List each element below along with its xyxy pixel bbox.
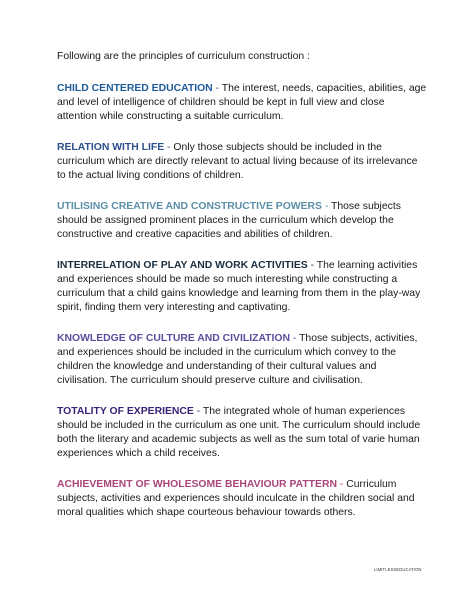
principle-separator: - [193, 406, 203, 417]
principle-separator: - [164, 142, 174, 153]
principle-paragraph [57, 478, 427, 520]
principle-paragraph [57, 82, 427, 124]
principle-body: The integrated whole of human experiences should be included in the curriculum as one unit. The curriculum should include both the literary and academic subjects as well as the sum total of varie human experiences which a child receives. [57, 406, 421, 459]
principle-paragraph [57, 332, 427, 388]
intro-text: Following are the principles of curriculum construction : [57, 51, 310, 62]
document-body [57, 50, 427, 537]
principle-heading: ACHIEVEMENT OF WHOLESOME BEHAVIOUR PATTERN [57, 479, 337, 490]
principle-separator: - [336, 479, 347, 490]
principle-paragraph [57, 200, 427, 242]
principle-separator: - [290, 333, 300, 344]
principle-heading: UTILISING CREATIVE AND CONSTRUCTIVE POWERS [57, 201, 322, 212]
principle-body: Those subjects should be assigned prominent places in the curriculum which develop the constructive and creative capacities and abilities of children. [57, 201, 401, 240]
principle-heading: INTERRELATION OF PLAY AND WORK ACTIVITIES [57, 260, 308, 271]
principle-paragraph [57, 405, 427, 461]
principle-body: Those subjects, activities, and experiences should be included in the curriculum which convey to the children the knowledge and understanding of their cultural values and civilisation. The curriculum should preserve culture and civilisation. [57, 333, 418, 386]
principle-heading: RELATION WITH LIFE [57, 142, 165, 153]
principle-body: The interest, needs, capacities, abilities, age and level of intelligence of children should be kept in full view and close attention while constructing a suitable curriculum. [57, 83, 427, 122]
principle-separator: - [212, 83, 222, 94]
principle-paragraph [57, 259, 427, 315]
principle-heading: KNOWLEDGE OF CULTURE AND CIVILIZATION [57, 333, 291, 344]
principle-paragraph [57, 141, 427, 183]
principle-heading: TOTALITY OF EXPERIENCE [57, 406, 194, 417]
principle-body: Curriculum subjects, activities and experiences should inculcate in the children social and moral qualities which shape courteous behaviour towards others. [57, 479, 415, 518]
principle-heading: CHILD CENTERED EDUCATION [57, 83, 213, 94]
principle-separator: - [307, 260, 317, 271]
principle-body: Only those subjects should be included in the curriculum which are directly relevant to actual living because of its irrelevance to the actual living conditions of children. [57, 142, 418, 181]
principle-body: The learning activities and experiences should be made so much interesting while constructing a curriculum that a child gains knowledge and learning from them in the play-way spirit, finding them very interesting and captivating. [57, 260, 421, 313]
principles-list [57, 82, 427, 520]
principle-separator: - [321, 201, 332, 212]
footer-watermark: LIMITLESSEDUCATION [374, 567, 422, 572]
